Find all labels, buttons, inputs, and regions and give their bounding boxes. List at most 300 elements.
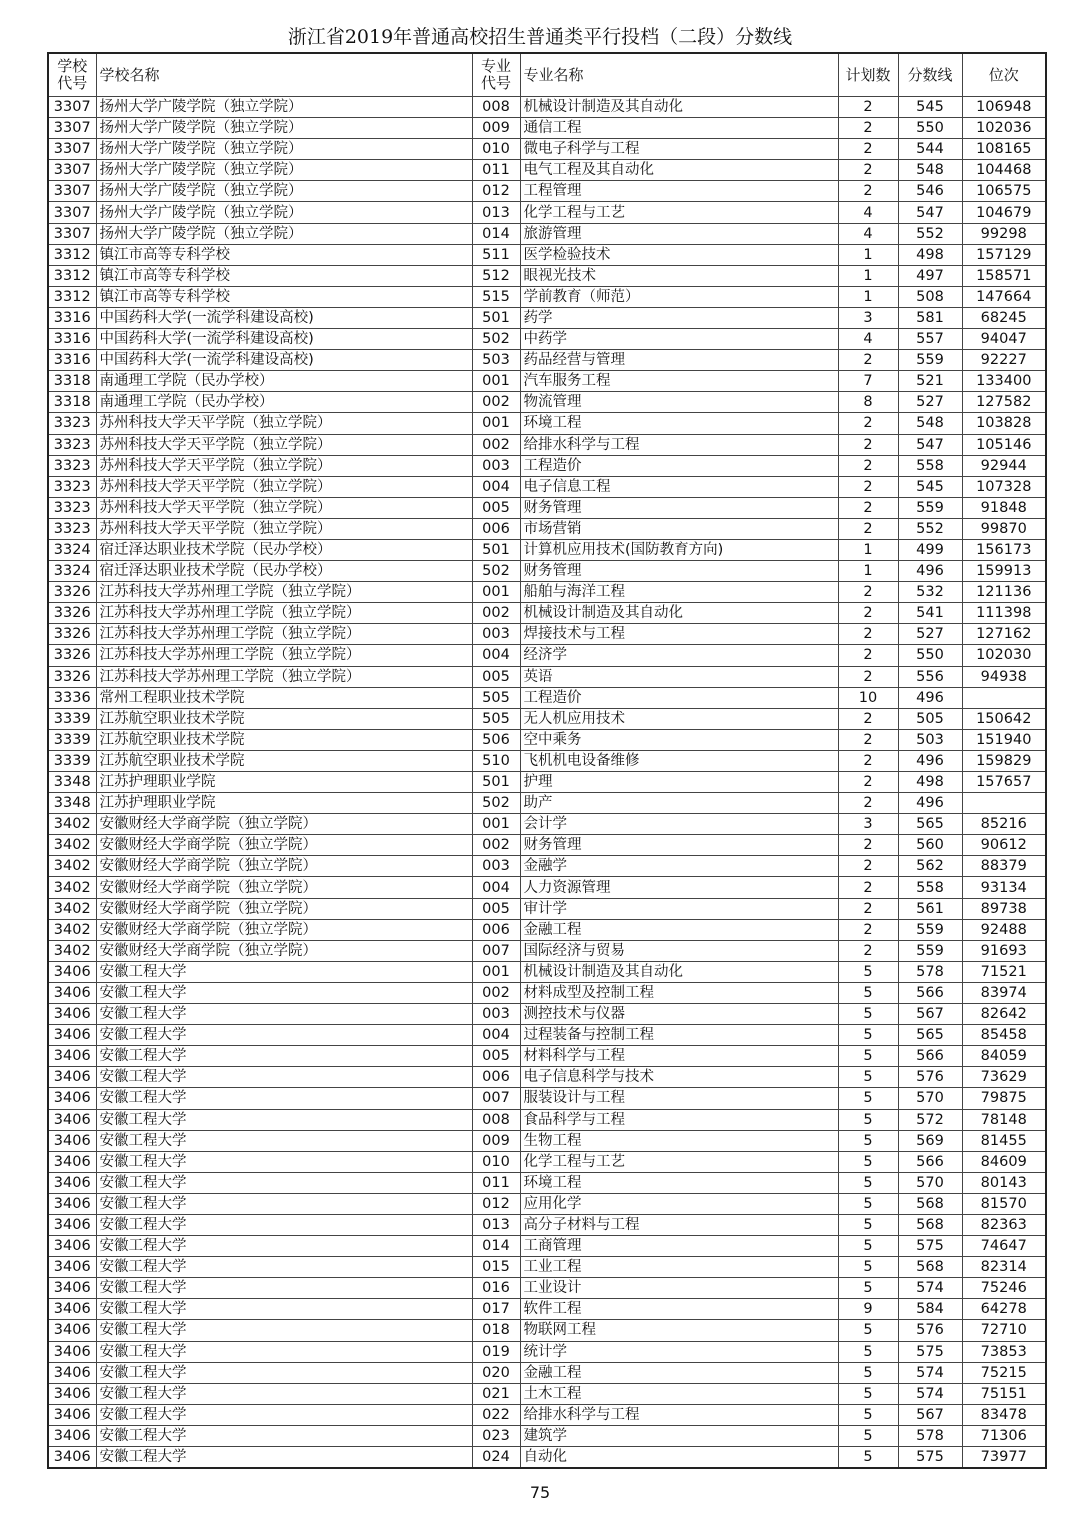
table-row [48, 1299, 1046, 1320]
major-code-cell: 018 [472, 1320, 520, 1341]
rank-cell: 73853 [962, 1341, 1046, 1362]
rank-cell: 104468 [962, 160, 1046, 181]
major-name-cell: 药品经营与管理 [520, 350, 838, 371]
table-row [48, 1257, 1046, 1278]
major-name-cell: 财务管理 [520, 497, 838, 518]
score-cell: 569 [898, 1130, 962, 1151]
rank-cell: 82642 [962, 1004, 1046, 1025]
rank-cell: 94047 [962, 329, 1046, 350]
school-name-cell: 江苏科技大学苏州理工学院（独立学院） [96, 603, 472, 624]
major-name-cell: 软件工程 [520, 1299, 838, 1320]
plan-cell: 5 [838, 1236, 898, 1257]
plan-cell: 5 [838, 1425, 898, 1446]
school-code-cell: 3406 [48, 1299, 96, 1320]
score-cell: 521 [898, 371, 962, 392]
major-code-cell: 006 [472, 1067, 520, 1088]
plan-cell: 2 [838, 898, 898, 919]
table-row [48, 624, 1046, 645]
rank-cell: 82314 [962, 1257, 1046, 1278]
school-name-cell: 苏州科技大学天平学院（独立学院） [96, 434, 472, 455]
rank-cell: 84059 [962, 1046, 1046, 1067]
rank-cell: 91848 [962, 497, 1046, 518]
major-code-cell: 013 [472, 202, 520, 223]
school-name-cell: 镇江市高等专科学校 [96, 286, 472, 307]
school-code-cell: 3406 [48, 1278, 96, 1299]
table-row [48, 307, 1046, 328]
plan-cell: 2 [838, 793, 898, 814]
plan-cell: 5 [838, 1447, 898, 1469]
school-code-cell: 3406 [48, 1130, 96, 1151]
plan-cell: 5 [838, 1067, 898, 1088]
table-row [48, 392, 1046, 413]
major-code-cell: 501 [472, 772, 520, 793]
school-code-cell: 3307 [48, 202, 96, 223]
score-cell: 496 [898, 750, 962, 771]
rank-cell: 73977 [962, 1447, 1046, 1469]
major-name-cell: 化学工程与工艺 [520, 202, 838, 223]
major-name-cell: 会计学 [520, 814, 838, 835]
plan-cell: 2 [838, 877, 898, 898]
plan-cell: 4 [838, 329, 898, 350]
plan-cell: 2 [838, 750, 898, 771]
school-code-cell: 3312 [48, 244, 96, 265]
table-row [48, 1383, 1046, 1404]
major-code-cell: 004 [472, 1025, 520, 1046]
score-cell: 547 [898, 434, 962, 455]
score-cell: 544 [898, 139, 962, 160]
score-cell: 575 [898, 1236, 962, 1257]
rank-cell: 64278 [962, 1299, 1046, 1320]
score-cell: 498 [898, 244, 962, 265]
major-name-cell: 电子信息工程 [520, 476, 838, 497]
major-name-cell: 国际经济与贸易 [520, 940, 838, 961]
school-name-cell: 江苏护理职业学院 [96, 793, 472, 814]
rank-cell: 75215 [962, 1362, 1046, 1383]
rank-cell: 75151 [962, 1383, 1046, 1404]
rank-cell: 121136 [962, 582, 1046, 603]
table-row [48, 919, 1046, 940]
table-row [48, 160, 1046, 181]
school-code-cell: 3307 [48, 181, 96, 202]
score-cell: 545 [898, 97, 962, 118]
score-cell: 508 [898, 286, 962, 307]
school-code-cell: 3406 [48, 982, 96, 1003]
major-name-cell: 物联网工程 [520, 1320, 838, 1341]
major-name-cell: 给排水科学与工程 [520, 1404, 838, 1425]
school-name-cell: 江苏科技大学苏州理工学院（独立学院） [96, 624, 472, 645]
major-code-cell: 023 [472, 1425, 520, 1446]
score-cell: 574 [898, 1383, 962, 1404]
rank-cell: 103828 [962, 413, 1046, 434]
school-name-cell: 安徽财经大学商学院（独立学院） [96, 835, 472, 856]
major-name-cell: 英语 [520, 666, 838, 687]
score-cell: 565 [898, 1025, 962, 1046]
school-code-cell: 3406 [48, 1257, 96, 1278]
major-name-cell: 给排水科学与工程 [520, 434, 838, 455]
header-plan: 计划数 [838, 53, 898, 97]
score-cell: 556 [898, 666, 962, 687]
rank-cell: 90612 [962, 835, 1046, 856]
major-code-cell: 001 [472, 582, 520, 603]
rank-cell: 106948 [962, 97, 1046, 118]
school-name-cell: 江苏科技大学苏州理工学院（独立学院） [96, 666, 472, 687]
table-row [48, 518, 1046, 539]
plan-cell: 2 [838, 350, 898, 371]
major-name-cell: 汽车服务工程 [520, 371, 838, 392]
major-name-cell: 过程装备与控制工程 [520, 1025, 838, 1046]
school-name-cell: 安徽工程大学 [96, 1109, 472, 1130]
major-code-cell: 011 [472, 160, 520, 181]
page-title: 浙江省2019年普通高校招生普通类平行投档（二段）分数线 [287, 26, 793, 48]
school-name-cell: 江苏航空职业技术学院 [96, 750, 472, 771]
plan-cell: 2 [838, 497, 898, 518]
plan-cell: 2 [838, 139, 898, 160]
school-code-cell: 3324 [48, 539, 96, 560]
plan-cell: 2 [838, 118, 898, 139]
score-cell: 578 [898, 1425, 962, 1446]
score-cell: 552 [898, 518, 962, 539]
score-cell: 565 [898, 814, 962, 835]
rank-cell: 102036 [962, 118, 1046, 139]
header-school-code: 学校代号 [48, 53, 96, 97]
rank-cell: 147664 [962, 286, 1046, 307]
school-name-cell: 苏州科技大学天平学院（独立学院） [96, 518, 472, 539]
plan-cell: 2 [838, 645, 898, 666]
table-row [48, 1109, 1046, 1130]
table-row [48, 814, 1046, 835]
major-name-cell: 金融工程 [520, 1362, 838, 1383]
table-row [48, 265, 1046, 286]
school-code-cell: 3326 [48, 603, 96, 624]
table-row [48, 1172, 1046, 1193]
score-cell: 497 [898, 265, 962, 286]
plan-cell: 5 [838, 982, 898, 1003]
major-code-cell: 003 [472, 1004, 520, 1025]
school-name-cell: 扬州大学广陵学院（独立学院） [96, 160, 472, 181]
rank-cell [962, 793, 1046, 814]
school-code-cell: 3312 [48, 265, 96, 286]
major-code-cell: 017 [472, 1299, 520, 1320]
plan-cell: 5 [838, 1172, 898, 1193]
table-row [48, 223, 1046, 244]
plan-cell: 2 [838, 455, 898, 476]
school-name-cell: 扬州大学广陵学院（独立学院） [96, 202, 472, 223]
rank-cell: 93134 [962, 877, 1046, 898]
major-code-cell: 506 [472, 729, 520, 750]
school-name-cell: 宿迁泽达职业技术学院（民办学校） [96, 561, 472, 582]
school-name-cell: 苏州科技大学天平学院（独立学院） [96, 413, 472, 434]
rank-cell: 80143 [962, 1172, 1046, 1193]
school-code-cell: 3406 [48, 1109, 96, 1130]
table-row [48, 434, 1046, 455]
header-school-name: 学校名称 [96, 53, 472, 97]
major-name-cell: 机械设计制造及其自动化 [520, 961, 838, 982]
school-code-cell: 3307 [48, 97, 96, 118]
major-code-cell: 007 [472, 1088, 520, 1109]
school-name-cell: 镇江市高等专科学校 [96, 265, 472, 286]
rank-cell: 108165 [962, 139, 1046, 160]
major-name-cell: 统计学 [520, 1341, 838, 1362]
major-name-cell: 生物工程 [520, 1130, 838, 1151]
major-code-cell: 003 [472, 856, 520, 877]
school-name-cell: 宿迁泽达职业技术学院（民办学校） [96, 539, 472, 560]
plan-cell: 2 [838, 624, 898, 645]
table-row [48, 856, 1046, 877]
rank-cell: 82363 [962, 1214, 1046, 1235]
school-code-cell: 3323 [48, 497, 96, 518]
major-name-cell: 工程造价 [520, 687, 838, 708]
page-number: 75 [529, 1483, 551, 1502]
school-name-cell: 安徽财经大学商学院（独立学院） [96, 814, 472, 835]
school-name-cell: 南通理工学院（民办学校） [96, 371, 472, 392]
score-cell: 527 [898, 392, 962, 413]
school-name-cell: 安徽工程大学 [96, 1257, 472, 1278]
school-name-cell: 安徽工程大学 [96, 1025, 472, 1046]
school-code-cell: 3339 [48, 708, 96, 729]
school-name-cell: 安徽工程大学 [96, 1299, 472, 1320]
school-name-cell: 安徽工程大学 [96, 1130, 472, 1151]
plan-cell: 5 [838, 1341, 898, 1362]
school-code-cell: 3348 [48, 793, 96, 814]
table-row [48, 1067, 1046, 1088]
major-code-cell: 011 [472, 1172, 520, 1193]
school-name-cell: 江苏科技大学苏州理工学院（独立学院） [96, 645, 472, 666]
major-name-cell: 财务管理 [520, 561, 838, 582]
major-name-cell: 高分子材料与工程 [520, 1214, 838, 1235]
major-name-cell: 计算机应用技术(国防教育方向) [520, 539, 838, 560]
score-cell: 562 [898, 856, 962, 877]
school-name-cell: 安徽财经大学商学院（独立学院） [96, 940, 472, 961]
score-cell: 547 [898, 202, 962, 223]
school-name-cell: 江苏航空职业技术学院 [96, 729, 472, 750]
major-name-cell: 应用化学 [520, 1193, 838, 1214]
rank-cell: 92227 [962, 350, 1046, 371]
school-code-cell: 3323 [48, 476, 96, 497]
rank-cell: 83974 [962, 982, 1046, 1003]
major-code-cell: 014 [472, 223, 520, 244]
school-code-cell: 3323 [48, 518, 96, 539]
major-name-cell: 测控技术与仪器 [520, 1004, 838, 1025]
school-name-cell: 苏州科技大学天平学院（独立学院） [96, 497, 472, 518]
table-row [48, 1278, 1046, 1299]
table-row [48, 961, 1046, 982]
school-code-cell: 3406 [48, 1151, 96, 1172]
major-name-cell: 财务管理 [520, 835, 838, 856]
header-major-name: 专业名称 [520, 53, 838, 97]
plan-cell: 2 [838, 666, 898, 687]
plan-cell: 5 [838, 1046, 898, 1067]
major-code-cell: 003 [472, 624, 520, 645]
plan-cell: 2 [838, 708, 898, 729]
major-code-cell: 022 [472, 1404, 520, 1425]
major-name-cell: 材料科学与工程 [520, 1046, 838, 1067]
school-name-cell: 安徽财经大学商学院（独立学院） [96, 877, 472, 898]
score-cell: 503 [898, 729, 962, 750]
score-cell: 576 [898, 1067, 962, 1088]
score-cell: 575 [898, 1447, 962, 1469]
table-row [48, 561, 1046, 582]
score-cell: 561 [898, 898, 962, 919]
table-row [48, 455, 1046, 476]
rank-cell: 127582 [962, 392, 1046, 413]
major-code-cell: 005 [472, 497, 520, 518]
rank-cell: 111398 [962, 603, 1046, 624]
school-code-cell: 3406 [48, 1362, 96, 1383]
plan-cell: 5 [838, 1109, 898, 1130]
table-row [48, 1046, 1046, 1067]
table-row [48, 286, 1046, 307]
rank-cell: 156173 [962, 539, 1046, 560]
score-cell: 570 [898, 1172, 962, 1193]
school-name-cell: 江苏科技大学苏州理工学院（独立学院） [96, 582, 472, 603]
rank-cell: 92488 [962, 919, 1046, 940]
major-name-cell: 金融工程 [520, 919, 838, 940]
major-name-cell: 机械设计制造及其自动化 [520, 97, 838, 118]
rank-cell: 78148 [962, 1109, 1046, 1130]
table-row [48, 1341, 1046, 1362]
school-name-cell: 扬州大学广陵学院（独立学院） [96, 181, 472, 202]
school-code-cell: 3323 [48, 434, 96, 455]
rank-cell: 151940 [962, 729, 1046, 750]
major-name-cell: 飞机机电设备维修 [520, 750, 838, 771]
school-name-cell: 安徽工程大学 [96, 1404, 472, 1425]
rank-cell: 88379 [962, 856, 1046, 877]
school-code-cell: 3326 [48, 645, 96, 666]
rank-cell: 81455 [962, 1130, 1046, 1151]
school-code-cell: 3323 [48, 455, 96, 476]
school-name-cell: 安徽工程大学 [96, 1362, 472, 1383]
major-code-cell: 502 [472, 793, 520, 814]
major-code-cell: 001 [472, 371, 520, 392]
table-row [48, 1404, 1046, 1425]
table-row [48, 244, 1046, 265]
table-row [48, 750, 1046, 771]
school-code-cell: 3406 [48, 1404, 96, 1425]
school-code-cell: 3312 [48, 286, 96, 307]
school-code-cell: 3339 [48, 750, 96, 771]
score-cell: 559 [898, 919, 962, 940]
school-code-cell: 3326 [48, 582, 96, 603]
plan-cell: 5 [838, 1130, 898, 1151]
plan-cell: 3 [838, 814, 898, 835]
plan-cell: 1 [838, 265, 898, 286]
rank-cell: 81570 [962, 1193, 1046, 1214]
score-cell: 572 [898, 1109, 962, 1130]
major-code-cell: 502 [472, 329, 520, 350]
school-code-cell: 3406 [48, 1447, 96, 1469]
school-name-cell: 中国药科大学(一流学科建设高校) [96, 329, 472, 350]
plan-cell: 5 [838, 1383, 898, 1404]
major-code-cell: 001 [472, 413, 520, 434]
school-code-cell: 3316 [48, 307, 96, 328]
plan-cell: 2 [838, 940, 898, 961]
plan-cell: 4 [838, 223, 898, 244]
plan-cell: 2 [838, 729, 898, 750]
rank-cell: 92944 [962, 455, 1046, 476]
school-code-cell: 3402 [48, 835, 96, 856]
school-name-cell: 南通理工学院（民办学校） [96, 392, 472, 413]
plan-cell: 2 [838, 181, 898, 202]
school-name-cell: 安徽工程大学 [96, 1320, 472, 1341]
table-row [48, 539, 1046, 560]
score-cell: 541 [898, 603, 962, 624]
major-code-cell: 510 [472, 750, 520, 771]
rank-cell: 75246 [962, 1278, 1046, 1299]
school-code-cell: 3406 [48, 1341, 96, 1362]
major-name-cell: 中药学 [520, 329, 838, 350]
major-code-cell: 002 [472, 982, 520, 1003]
score-cell: 548 [898, 160, 962, 181]
plan-cell: 5 [838, 1320, 898, 1341]
school-code-cell: 3402 [48, 919, 96, 940]
plan-cell: 2 [838, 160, 898, 181]
plan-cell: 5 [838, 1088, 898, 1109]
plan-cell: 2 [838, 97, 898, 118]
table-row [48, 350, 1046, 371]
plan-cell: 2 [838, 772, 898, 793]
table-row [48, 139, 1046, 160]
table-row [48, 772, 1046, 793]
major-name-cell: 医学检验技术 [520, 244, 838, 265]
school-name-cell: 安徽工程大学 [96, 1383, 472, 1404]
score-cell: 550 [898, 118, 962, 139]
score-cell: 559 [898, 350, 962, 371]
school-name-cell: 安徽工程大学 [96, 1193, 472, 1214]
rank-cell: 127162 [962, 624, 1046, 645]
major-name-cell: 服装设计与工程 [520, 1088, 838, 1109]
rank-cell: 72710 [962, 1320, 1046, 1341]
major-name-cell: 微电子科学与工程 [520, 139, 838, 160]
plan-cell: 7 [838, 371, 898, 392]
table-row [48, 1425, 1046, 1446]
table-row [48, 582, 1046, 603]
rank-cell: 99298 [962, 223, 1046, 244]
school-code-cell: 3402 [48, 898, 96, 919]
major-code-cell: 008 [472, 97, 520, 118]
major-code-cell: 006 [472, 518, 520, 539]
major-name-cell: 通信工程 [520, 118, 838, 139]
major-name-cell: 船舶与海洋工程 [520, 582, 838, 603]
school-name-cell: 安徽工程大学 [96, 1341, 472, 1362]
school-code-cell: 3406 [48, 1236, 96, 1257]
rank-cell: 105146 [962, 434, 1046, 455]
major-name-cell: 空中乘务 [520, 729, 838, 750]
rank-cell: 133400 [962, 371, 1046, 392]
table-row [48, 329, 1046, 350]
school-code-cell: 3402 [48, 856, 96, 877]
school-name-cell: 安徽工程大学 [96, 1425, 472, 1446]
score-cell: 581 [898, 307, 962, 328]
plan-cell: 5 [838, 1151, 898, 1172]
school-name-cell: 安徽工程大学 [96, 961, 472, 982]
major-code-cell: 007 [472, 940, 520, 961]
major-name-cell: 电气工程及其自动化 [520, 160, 838, 181]
major-code-cell: 005 [472, 666, 520, 687]
school-code-cell: 3402 [48, 940, 96, 961]
rank-cell: 104679 [962, 202, 1046, 223]
plan-cell: 4 [838, 202, 898, 223]
major-code-cell: 004 [472, 476, 520, 497]
school-name-cell: 扬州大学广陵学院（独立学院） [96, 223, 472, 244]
major-code-cell: 515 [472, 286, 520, 307]
major-code-cell: 004 [472, 645, 520, 666]
major-code-cell: 005 [472, 898, 520, 919]
major-name-cell: 物流管理 [520, 392, 838, 413]
plan-cell: 5 [838, 1193, 898, 1214]
plan-cell: 2 [838, 603, 898, 624]
table-row [48, 666, 1046, 687]
plan-cell: 2 [838, 434, 898, 455]
